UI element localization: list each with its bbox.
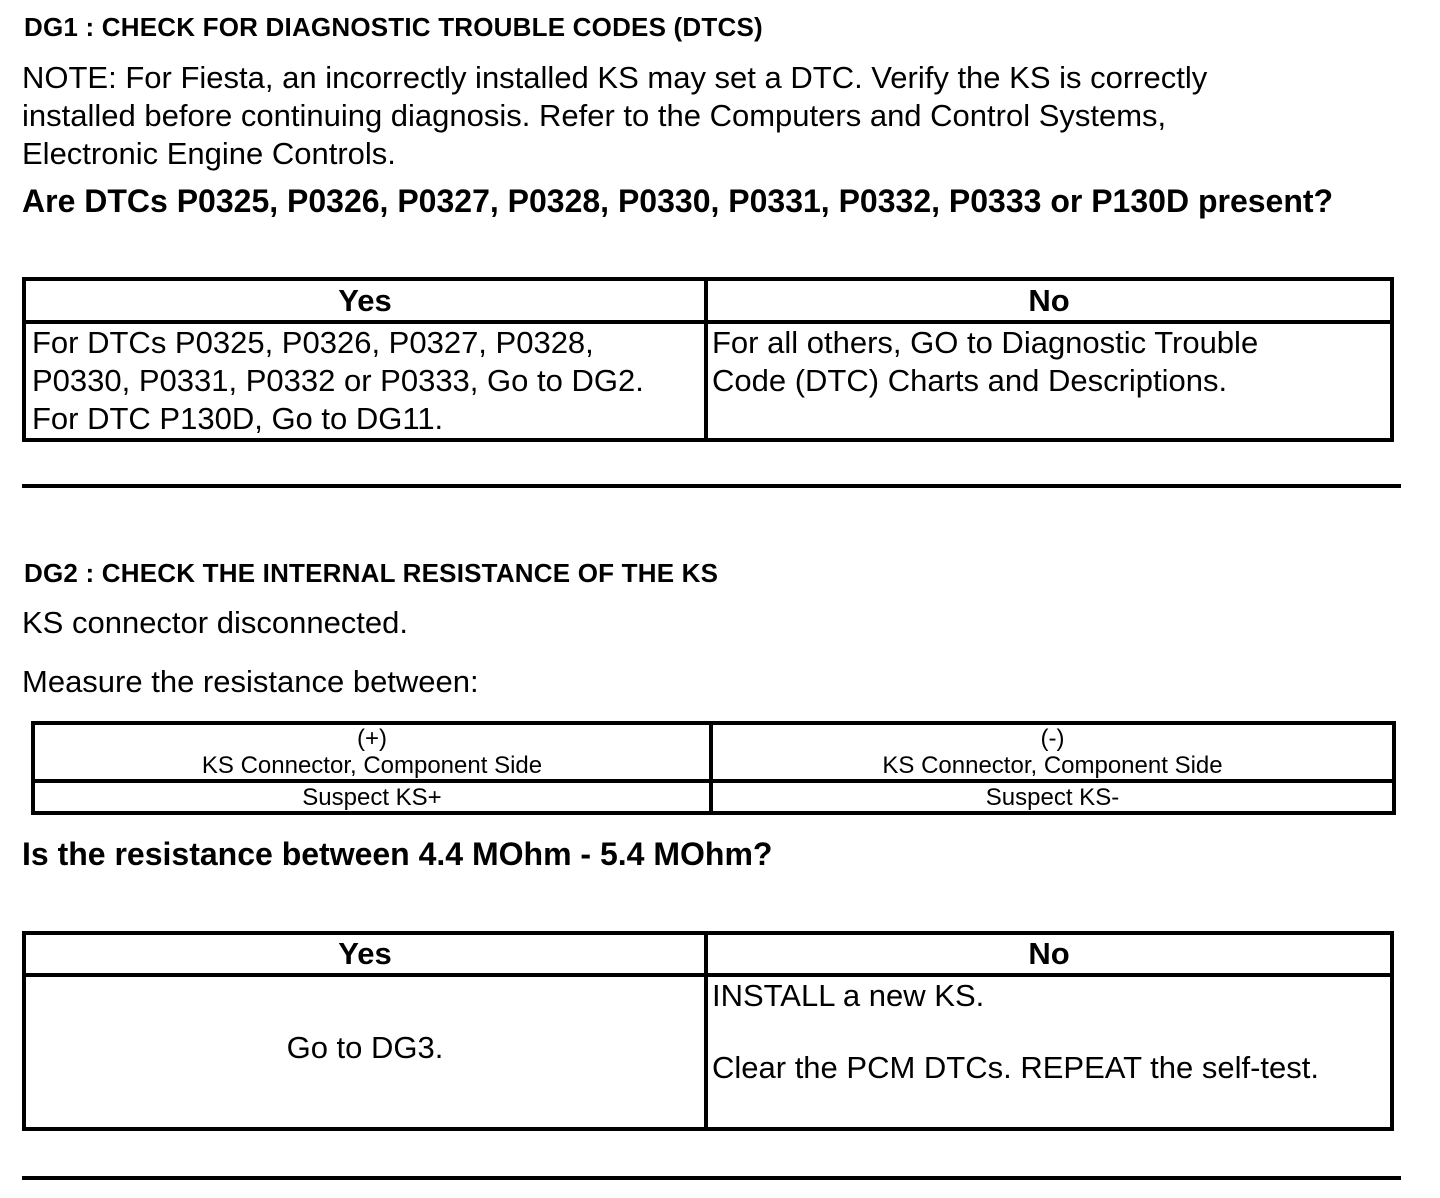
dg2-answer-table bbox=[22, 931, 1394, 1131]
section-divider bbox=[22, 1176, 1401, 1180]
dg1-no-cell bbox=[706, 322, 1392, 440]
dg2-yes-cell bbox=[24, 975, 706, 1129]
dg1-no-header: No bbox=[706, 279, 1392, 322]
dg1-yes-line: For DTC P130D, Go to DG11. bbox=[32, 401, 444, 436]
dg2-connector-state: KS connector disconnected. bbox=[22, 605, 409, 640]
dg2-measure-instruction: Measure the resistance between: bbox=[22, 664, 479, 699]
dg2-no-header: No bbox=[706, 933, 1392, 975]
dg1-yes-line: P0330, P0331, P0332 or P0333, Go to DG2. bbox=[32, 363, 644, 398]
dg2-no-line: Clear the PCM DTCs. REPEAT the self-test. bbox=[712, 1050, 1319, 1085]
measure-plus-header bbox=[33, 723, 711, 781]
dg2-yes-header: Yes bbox=[24, 933, 706, 975]
dg2-no-cell bbox=[706, 975, 1392, 1129]
plus-label: KS Connector, Component Side bbox=[201, 752, 543, 779]
dg2-heading: DG2 : CHECK THE INTERNAL RESISTANCE OF THE KS bbox=[24, 558, 719, 588]
minus-symbol: (-) bbox=[1040, 725, 1065, 752]
dg2-measure-table bbox=[31, 721, 1396, 815]
dg1-no-line: For all others, GO to Diagnostic Trouble bbox=[712, 325, 1259, 360]
measure-minus-value: Suspect KS- bbox=[711, 781, 1394, 813]
dg1-answer-table bbox=[22, 277, 1394, 442]
measure-minus-header bbox=[711, 723, 1394, 781]
dg1-note bbox=[22, 59, 1207, 173]
dg1-no-line: Code (DTC) Charts and Descriptions. bbox=[712, 363, 1228, 398]
dg1-note-line: Electronic Engine Controls. bbox=[22, 136, 396, 171]
dg1-heading: DG1 : CHECK FOR DIAGNOSTIC TROUBLE CODES (DTCS) bbox=[24, 12, 763, 42]
measure-plus-value: Suspect KS+ bbox=[33, 781, 711, 813]
section-divider bbox=[22, 484, 1401, 488]
plus-symbol: (+) bbox=[357, 725, 387, 752]
dg2-question: Is the resistance between 4.4 MOhm - 5.4 MOhm? bbox=[22, 836, 773, 872]
dg1-yes-header: Yes bbox=[24, 279, 706, 322]
minus-label: KS Connector, Component Side bbox=[882, 752, 1223, 779]
dg2-yes-text: Go to DG3. bbox=[286, 1030, 444, 1065]
dg1-question: Are DTCs P0325, P0326, P0327, P0328, P0330, P0331, P0332, P0333 or P130D present? bbox=[22, 183, 1334, 219]
dg1-note-line: NOTE: For Fiesta, an incorrectly installed KS may set a DTC. Verify the KS is correctly bbox=[22, 60, 1208, 95]
dg1-note-line: installed before continuing diagnosis. Refer to the Computers and Control Systems, bbox=[22, 98, 1167, 133]
dg2-no-line: INSTALL a new KS. bbox=[712, 978, 985, 1013]
dg1-yes-line: For DTCs P0325, P0326, P0327, P0328, bbox=[32, 325, 594, 360]
dg1-yes-cell bbox=[24, 322, 706, 440]
